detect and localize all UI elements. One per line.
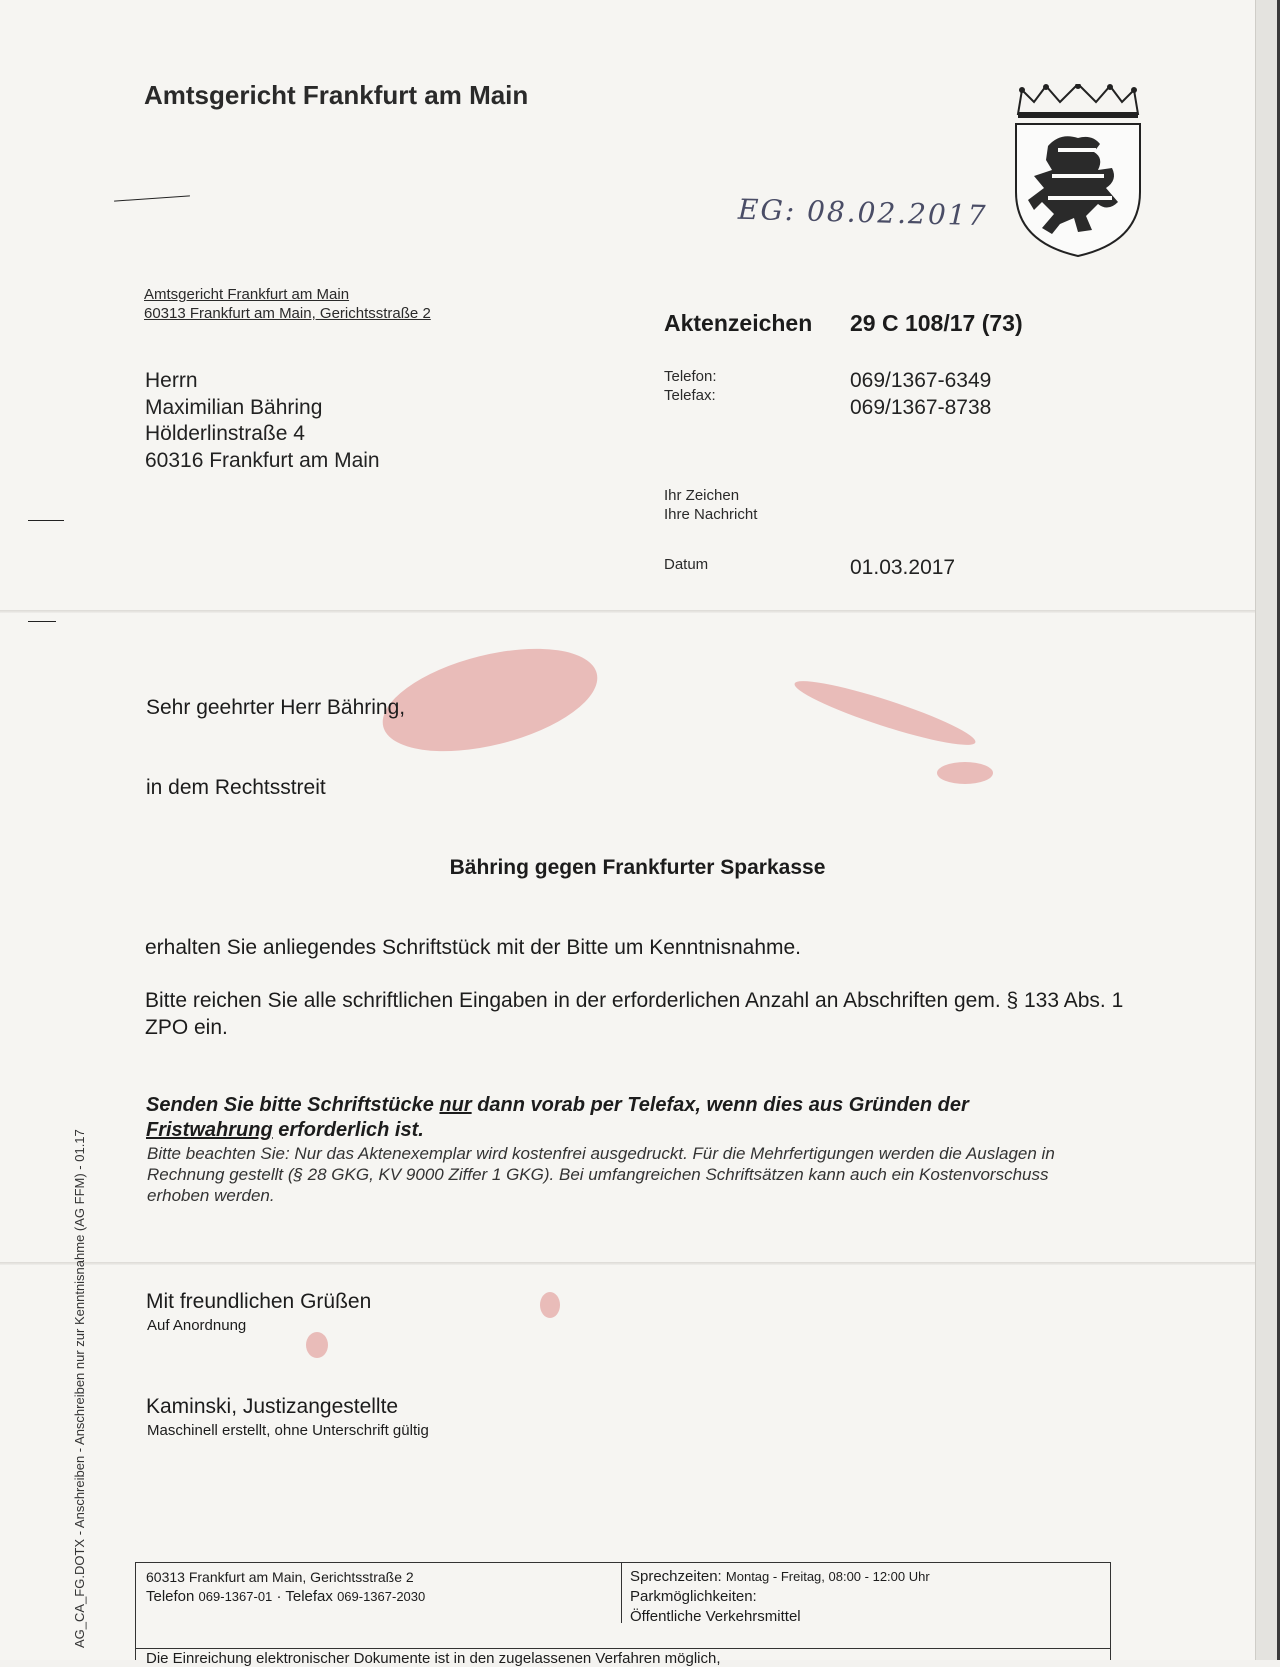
telefax-label: Telefax: [664,387,716,404]
footer-telefax-label: Telefax [285,1588,333,1605]
footer-telefax-value: 069-1367-2030 [337,1589,426,1604]
fax-notice [146,1093,1086,1143]
aktenzeichen-label: Aktenzeichen [664,310,813,336]
footer-address: 60313 Frankfurt am Main, Gerichtsstraße 2 [146,1569,414,1585]
datum-label: Datum [664,556,709,573]
handwritten-receipt-note: EG: 08.02.2017 [737,192,988,233]
template-code: AG_CA_FG.DOTX - Anschreiben - Anschreiben nur zur Kenntnisnahme (AG FFM) - 01.17 [72,1129,87,1648]
footer-separator: · [276,1588,282,1605]
recipient-address [145,368,380,474]
stain [306,1332,328,1358]
footer-info-box [135,1562,1111,1667]
footer-phone-line [146,1587,425,1607]
letter-salutation: Sehr geehrter Herr Bähring, [146,696,406,719]
oepnv-label: Öffentliche Verkehrsmittel [630,1608,801,1625]
ihre-nachricht-label: Ihre Nachricht [664,506,758,523]
recipient-city: 60316 Frankfurt am Main [145,448,380,472]
cost-note: Bitte beachten Sie: Nur das Aktenexemplar wird kostenfrei ausgedruckt. Für die Mehrfertigungen werden die Auslagen in Rechnung gestellt (§ 28 GKG, KV 9000 Ziffer 1 GKG). Bei umfangreichen Schriftsätzen kann auch ein Kostenvorschuss erhoben werden. [147,1144,1055,1205]
contact-labels [664,367,717,405]
telefax-value: 069/1367-8738 [850,395,992,419]
return-address-line: 60313 Frankfurt am Main, Gerichtsstraße 2 [144,305,431,322]
body-paragraph: Bitte reichen Sie alle schriftlichen Eingaben in der erforderlichen Anzahl an Abschriften gem. § 133 Abs. 1 ZPO ein. [145,989,1124,1039]
case-title: Bähring gegen Frankfurter Sparkasse [449,856,826,879]
paper-fold [0,610,1255,613]
footer-telefon-label: Telefon [146,1588,195,1605]
return-address-line: Amtsgericht Frankfurt am Main [144,286,350,303]
aktenzeichen-value: 29 C 108/17 (73) [850,310,1023,336]
telefon-label: Telefon: [664,368,717,385]
fax-notice-text: dann vorab per Telefax, wenn dies aus Gründen der [471,1094,969,1116]
sprechzeiten-label: Sprechzeiten: [630,1568,722,1585]
signer-name: Kaminski, Justizangestellte [146,1395,399,1418]
recipient-name: Maximilian Bähring [145,395,323,419]
letter-intro: in dem Rechtsstreit [146,776,326,799]
recipient-street: Hölderlinstraße 4 [145,422,305,445]
parken-label: Parkmöglichkeiten: [630,1588,757,1605]
fax-notice-underlined: Fristwahrung [146,1119,273,1141]
hesse-coat-of-arms-icon [1008,84,1148,258]
footer-hours-line [630,1567,930,1587]
fax-notice-text: Senden Sie bitte Schriftstücke [146,1094,440,1116]
fax-notice-text: erforderlich ist. [272,1119,424,1141]
closing-order: Auf Anordnung [147,1317,247,1334]
footer-telefon-value: 069-1367-01 [198,1589,273,1604]
stain [937,762,993,784]
recipient-salutation: Herrn [145,369,198,392]
body-paragraph: erhalten Sie anliegendes Schriftstück mit der Bitte um Kenntnisnahme. [145,936,802,959]
contact-values [850,368,991,421]
telefon-value: 069/1367-6349 [850,369,992,392]
datum-value: 01.03.2017 [850,556,956,579]
scan-edge [1255,0,1280,1660]
closing-greeting: Mit freundlichen Grüßen [146,1290,372,1313]
footer-address-block [146,1567,425,1607]
fax-notice-underlined: nur [439,1094,472,1116]
footer-hours-block [630,1567,930,1627]
court-name: Amtsgericht Frankfurt am Main [144,80,529,110]
fold-mark [28,520,64,521]
paper-fold [0,1262,1255,1265]
footer-bottom-note: Die Einreichung elektronischer Dokumente ist in den zugelassenen Verfahren möglich, [146,1650,721,1667]
return-address [144,285,431,323]
stain [540,1292,560,1318]
reference-labels [664,486,757,524]
signer-note: Maschinell erstellt, ohne Unterschrift gültig [147,1422,429,1439]
ihr-zeichen-label: Ihr Zeichen [664,487,740,504]
footer-divider [136,1648,1110,1649]
sprechzeiten-value: Montag - Freitag, 08:00 - 12:00 Uhr [725,1569,930,1584]
punch-mark [28,621,56,622]
footer-divider [621,1563,622,1623]
